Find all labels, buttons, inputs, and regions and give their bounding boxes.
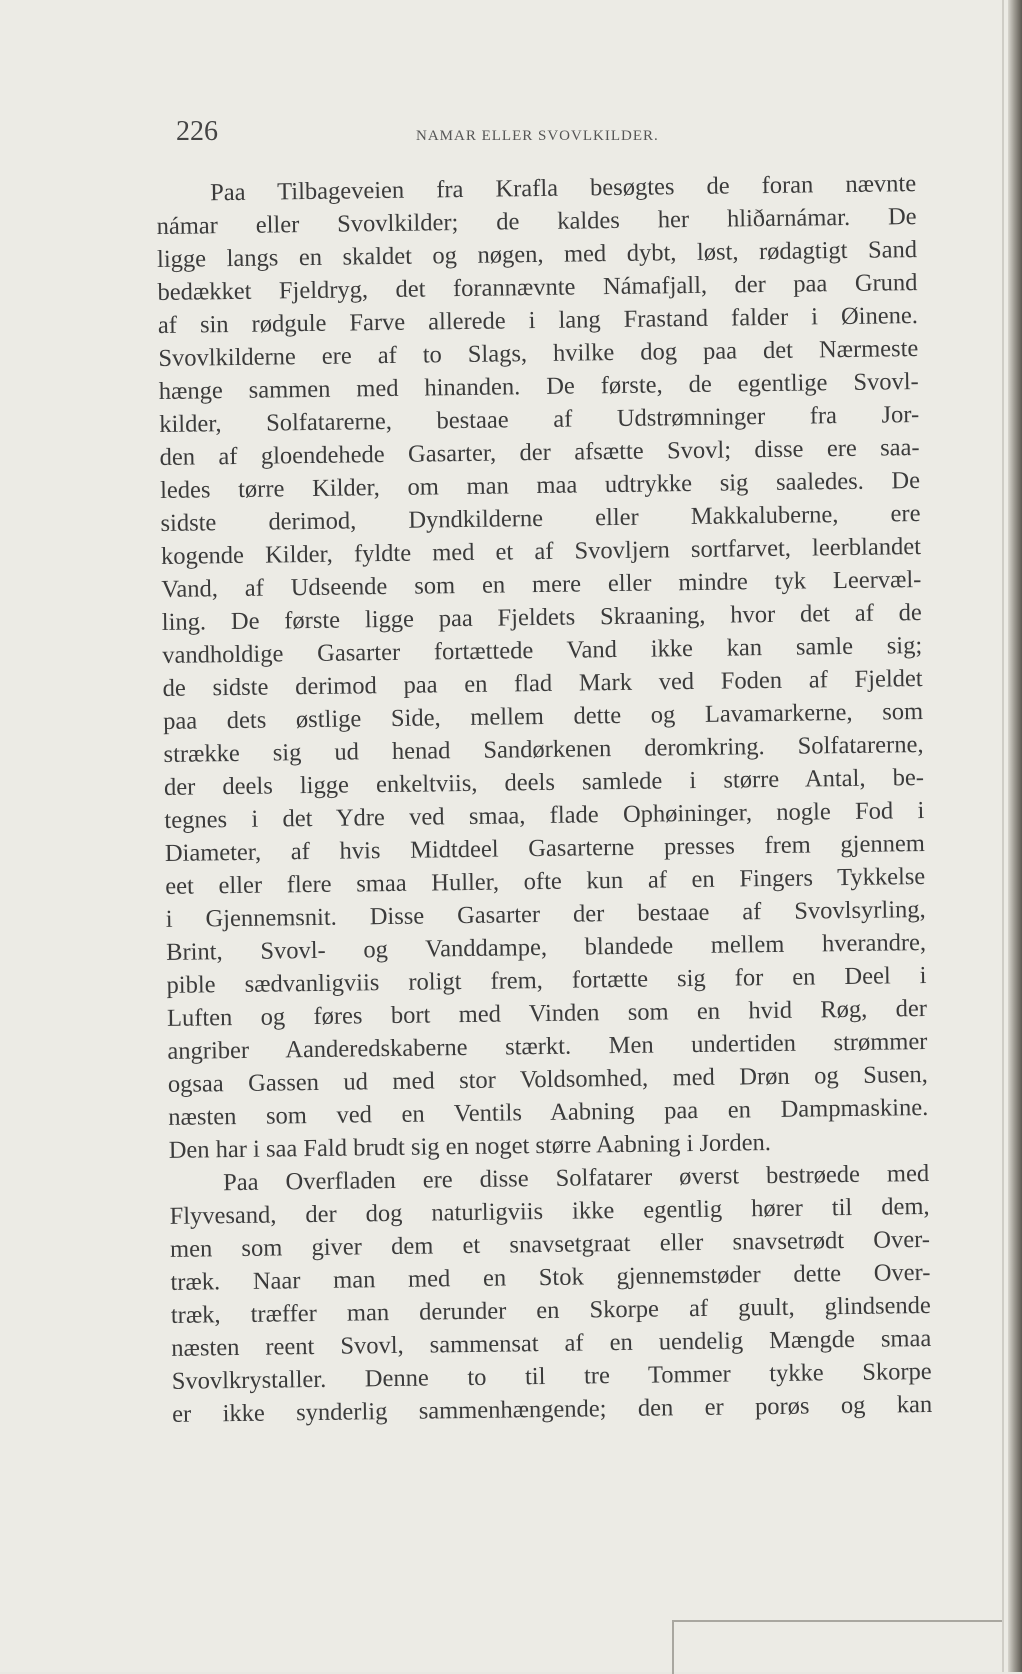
text-line: Flyvesand, der dog naturligviis ikke egentlig hører til dem, (169, 1192, 930, 1230)
text-line: i Gjennemsnit. Disse Gasarter der bestaae af Svovlsyrling, (165, 895, 926, 933)
book-spine-edge (1008, 0, 1022, 1672)
text-line: námar eller Svovlkilder; de kaldes her hliðarnámar. De (156, 203, 917, 240)
text-line: strække sig ud henad Sandørkenen deromkring. Solfatarerne, (163, 731, 924, 768)
text-line: Brint, Svovl- og Vanddampe, blandede mellem hverandre, (165, 928, 927, 966)
text-line: Den har i saa Fald brudt sig en noget større Aabning i Jorden. (168, 1129, 772, 1164)
text-line: er ikke synderlig sammenhængende; den er porøs og kan (172, 1390, 933, 1428)
page-header (176, 116, 936, 156)
text-line: men som giver dem et snavsetgraat eller snavsetrødt Over- (169, 1225, 931, 1263)
page-fold-line (1002, 0, 1004, 1672)
text-line: Paa Tilbageveien fra Krafla besøgtes de foran nævnte (210, 170, 917, 207)
text-line: ledes tørre Kilder, om man maa udtrykke sig saaledes. De (159, 467, 921, 504)
text-line: af sin rødgule Farve allerede i lang Frastand falder i Øinene. (157, 302, 919, 339)
text-line: kogende Kilder, fyldte med et af Svovljern sortfarvet, leerblandet (160, 533, 922, 570)
text-line: Diameter, af hvis Midtdeel Gasarterne presses frem gjennem (164, 829, 925, 867)
text-line: næsten reent Svovl, sammensat af en uendelig Mængde smaa (171, 1324, 932, 1362)
text-line: eet eller flere smaa Huller, ofte kun af en Fingers Tykkelse (165, 862, 926, 900)
text-line: ligge langs en skaldet og nøgen, med dybt, løst, rødagtigt Sand (156, 236, 918, 273)
text-line: de sidste derimod paa en flad Mark ved Foden af Fjeldet (162, 665, 923, 702)
text-line: Paa Overfladen ere disse Solfatarer øverst bestrøede med (222, 1159, 930, 1197)
running-head: NAMAR ELLER SVOVLKILDER. (416, 128, 659, 144)
text-line: hænge sammen med hinanden. De første, de egentlige Svovl- (158, 368, 919, 405)
text-line: næsten som ved en Ventils Aabning paa en Dampmaskine. (168, 1093, 929, 1131)
text-line: træk. Naar man med en Stok gjennemstøder dette Over- (170, 1258, 931, 1296)
text-line: kilder, Solfatarerne, bestaae af Udstrømninger fra Jor- (159, 401, 920, 438)
text-line: angriber Aanderedskaberne stærkt. Men undertiden strømmer (167, 1027, 928, 1065)
text-line: paa dets østlige Side, mellem dette og Lavamarkerne, som (162, 698, 924, 735)
text-line: Vand, af Udseende som en mere eller mindre tyk Leervæl- (161, 566, 922, 603)
text-line: sidste derimod, Dyndkilderne eller Makkaluberne, ere (160, 500, 921, 537)
text-line: vandholdige Gasarter fortættede Vand ikke kan samle sig; (162, 632, 923, 669)
page-corner-mark (672, 1620, 1004, 1674)
text-line: Svovlkrystaller. Denne to til tre Tommer tykke Skorpe (171, 1357, 932, 1395)
text-line: ling. De første ligge paa Fjeldets Skraaning, hvor det af de (161, 599, 922, 636)
text-line: tegnes i det Ydre ved smaa, flade Ophøininger, nogle Fod i (164, 796, 925, 834)
text-line: der deels ligge enkeltviis, deels samlede i større Antal, be- (163, 764, 925, 801)
text-line: bedækket Fjeldryg, det forannævnte Námafjall, der paa Grund (157, 269, 918, 306)
text-line: den af gloendehede Gasarter, der afsætte Svovl; disse ere saa- (159, 434, 920, 471)
body-text (156, 167, 932, 1431)
text-line: Svovlkilderne ere af to Slags, hvilke dog paa det Nærmeste (158, 335, 919, 372)
page-number: 226 (176, 116, 218, 147)
text-line: træk, træffer man derunder en Skorpe af guult, glindsende (170, 1291, 932, 1329)
text-line: pible sædvanligviis roligt frem, fortætte sig for en Deel i (166, 961, 927, 999)
text-line: Luften og føres bort med Vinden som en hvid Røg, der (166, 994, 928, 1032)
text-line: ogsaa Gassen ud med stor Voldsomhed, med Drøn og Susen, (167, 1060, 928, 1098)
